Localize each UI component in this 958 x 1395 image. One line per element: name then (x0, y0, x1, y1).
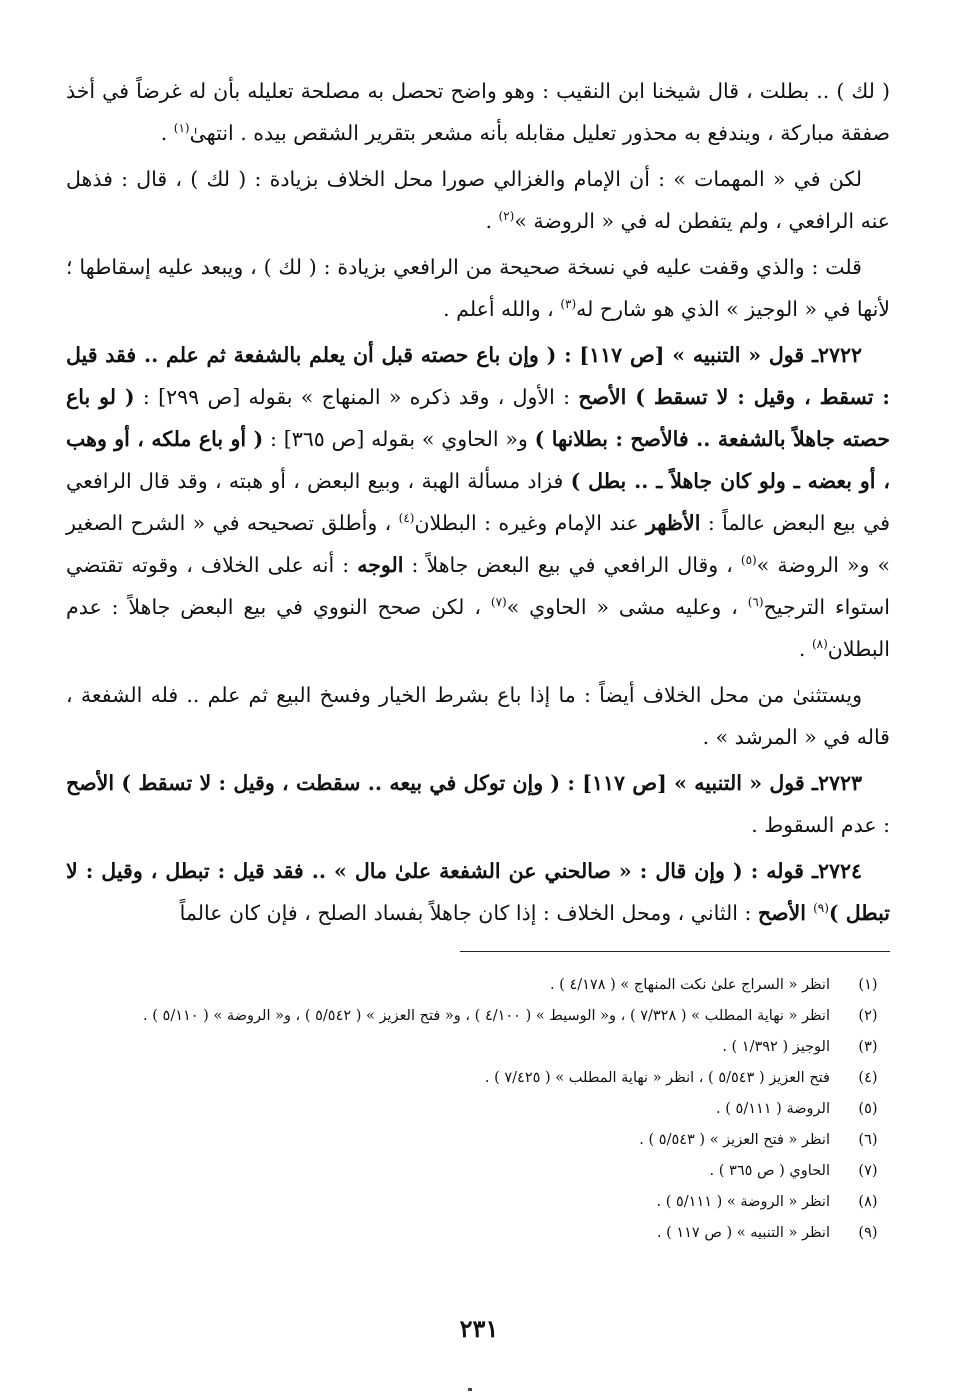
footnote-text: انظر « الروضة » ( ٥/١١١ ) . (656, 1194, 830, 1210)
text-run: ( لك ) .. بطلت ، قال شيخنا ابن النقيب : وهو واضح تحصل به مصلحة تعليله بأن له غرضاً في أخذ صفقة مباركة ، ويندفع به محذور تعليل مقابله بأنه مشعر بتقرير الشقص بيده . انتهىٰ (66, 79, 890, 145)
footnote-ref: (٦) (747, 595, 764, 610)
footnote-text: الروضة ( ٥/١١١ ) . (716, 1101, 830, 1117)
text-run: . (485, 209, 499, 233)
footnote-text: الحاوي ( ص ٣٦٥ ) . (709, 1163, 830, 1179)
bold-text: ٢٧٢٣ـ قول « التنبيه » [ص ١١٧] : ( وإن توكل في بيعه .. سقطت ، وقيل : لا تسقط ) الأصح (66, 771, 862, 795)
footnote (66, 1063, 890, 1094)
paragraph (66, 246, 890, 330)
text-run: . (798, 637, 812, 661)
footnote (66, 1032, 890, 1063)
paragraph (66, 674, 890, 758)
footnote-text: انظر « فتح العزيز » ( ٥/٥٤٣ ) . (639, 1132, 830, 1148)
footnote-text: الوجيز ( ١/٣٩٢ ) . (722, 1039, 830, 1055)
footnotes (66, 970, 890, 1249)
page-number: ٢٣١ (459, 1314, 499, 1343)
footnote-number: (٣) (858, 1039, 878, 1055)
footnote-number: (١) (858, 977, 878, 993)
footnote-ref: (١) (173, 121, 190, 136)
paragraph (66, 762, 890, 846)
main-text (66, 70, 890, 938)
footnote-number: (٦) (858, 1132, 878, 1148)
text-run: فزاد مسألة الهبة ، وبيع البعض ، أو هبته ، وقد قال الرافعي في بيع البعض عالماً : (66, 469, 890, 535)
paragraph (66, 158, 890, 242)
footnote-number: (٤) (858, 1070, 878, 1086)
footnote-ref: (٧) (490, 595, 507, 610)
text-run: : أنه على الخلاف ، وقوته تقتضي استواء الترجيح (66, 553, 890, 619)
paragraph (66, 70, 890, 154)
footnote-number: (٥) (858, 1101, 878, 1117)
bold-text: الأظهر (645, 511, 701, 535)
bold-text: ٢٧٢٢ـ قول « التنبيه » [ص ١١٧] : (556, 343, 862, 367)
text-run: : عدم السقوط . (751, 813, 890, 837)
footnote (66, 1187, 890, 1218)
footnote-text: انظر « التنبيه » ( ص ١١٧ ) . (656, 1225, 830, 1241)
footnote-text: انظر « السراج علىٰ نكت المنهاج » ( ٤/١٧٨ ) . (549, 977, 830, 993)
footnote-number: (٢) (858, 1008, 878, 1024)
footnote-text: انظر « نهاية المطلب » ( ٧/٣٢٨ ) ، و« الوسيط » ( ٤/١٠٠ ) ، و« فتح العزيز » ( ٥/٥٤٢ ) ، و« الروضة » ( ٥/١١٠ ) . (143, 1008, 830, 1024)
bold-text: الوجه (357, 553, 404, 577)
text-run: : الأول ، وقد ذكره « المنهاج » بقوله [ص ٢٩٩] : (134, 385, 579, 409)
text-run: ، وأطلق تصحيحه في « الشرح الصغير » و« الروضة » (66, 511, 891, 577)
footnote (66, 1156, 890, 1187)
bold-text: الأصح (757, 901, 814, 925)
text-run: ، وعليه مشى « الحاوي » (506, 595, 748, 619)
footnote (66, 1001, 890, 1032)
footnote-text: فتح العزيز ( ٥/٥٤٣ ) ، انظر « نهاية المطلب » ( ٧/٤٢٥ ) . (484, 1070, 830, 1086)
text-run: ، لكن صحح النووي في بيع البعض جاهلاً : عدم البطلان (66, 595, 890, 661)
footnote-ref: (٥) (740, 553, 757, 568)
text-run: عند الإمام وغيره : البطلان (414, 511, 646, 535)
bold-text: ٢٧٢٤ـ قوله : ( وإن قال : « صالحني عن الشفعة علىٰ مال » .. فقد قيل : تبطل ، وقيل : لا تبطل ) (66, 859, 890, 925)
footnote-ref: (٤) (398, 511, 415, 526)
text-run: . (160, 121, 174, 145)
text-run: ويستثنىٰ من محل الخلاف أيضاً : ما إذا باع بشرط الخيار وفسخ البيع ثم علم .. فله الشفعة ، قاله في « المرشد » . (66, 683, 890, 749)
bold-text: ( لو باع حصته جاهلاً بالشفعة .. فالأصح : بطلانها ) (66, 385, 891, 451)
bold-text: ( وإن باع حصته قبل أن يعلم بالشفعة ثم علم .. فقد قيل : تسقط ، وقيل : لا تسقط ) الأصح (66, 343, 891, 409)
footnote-ref: (٩) (813, 901, 829, 916)
footnote-ref: (٢) (498, 209, 515, 224)
paragraph (66, 334, 890, 670)
text-run: لكن في « المهمات » : أن الإمام والغزالي صورا محل الخلاف بزيادة : ( لك ) ، قال : فذهل عنه الرافعي ، ولم يتفطن له في « الروضة » (66, 167, 890, 233)
text-run: ، والله أعلم . (443, 297, 561, 321)
footnote-ref: (٨) (811, 637, 828, 652)
text-run: ، وقال الرافعي في بيع البعض جاهلاً : (403, 553, 741, 577)
footnote (66, 1125, 890, 1156)
footnote (66, 970, 890, 1001)
scan-mark (468, 1388, 472, 1391)
footnote-ref: (٣) (560, 297, 577, 312)
paragraph (66, 850, 890, 934)
footnote-number: (٩) (858, 1225, 878, 1241)
text-run: قلت : والذي وقفت عليه في نسخة صحيحة من الرافعي بزيادة : ( لك ) ، ويبعد عليه إسقاطها ؛ لأنها في « الوجيز » الذي هو شارح له (66, 255, 890, 321)
footnote (66, 1094, 890, 1125)
footnote-separator (460, 951, 890, 952)
text-run: : الثاني ، ومحل الخلاف : إذا كان جاهلاً بفساد الصلح ، فإن كان عالماً (179, 901, 758, 925)
footnote-number: (٧) (858, 1163, 878, 1179)
text-run: و« الحاوي » بقوله [ص ٣٦٥] : (263, 427, 535, 451)
bold-text: ( أو باع ملكه ، أو وهب ، أو بعضه ـ ولو كان جاهلاً ـ .. بطل ) (66, 427, 891, 493)
footnote-number: (٨) (858, 1194, 878, 1210)
footnote (66, 1218, 890, 1249)
